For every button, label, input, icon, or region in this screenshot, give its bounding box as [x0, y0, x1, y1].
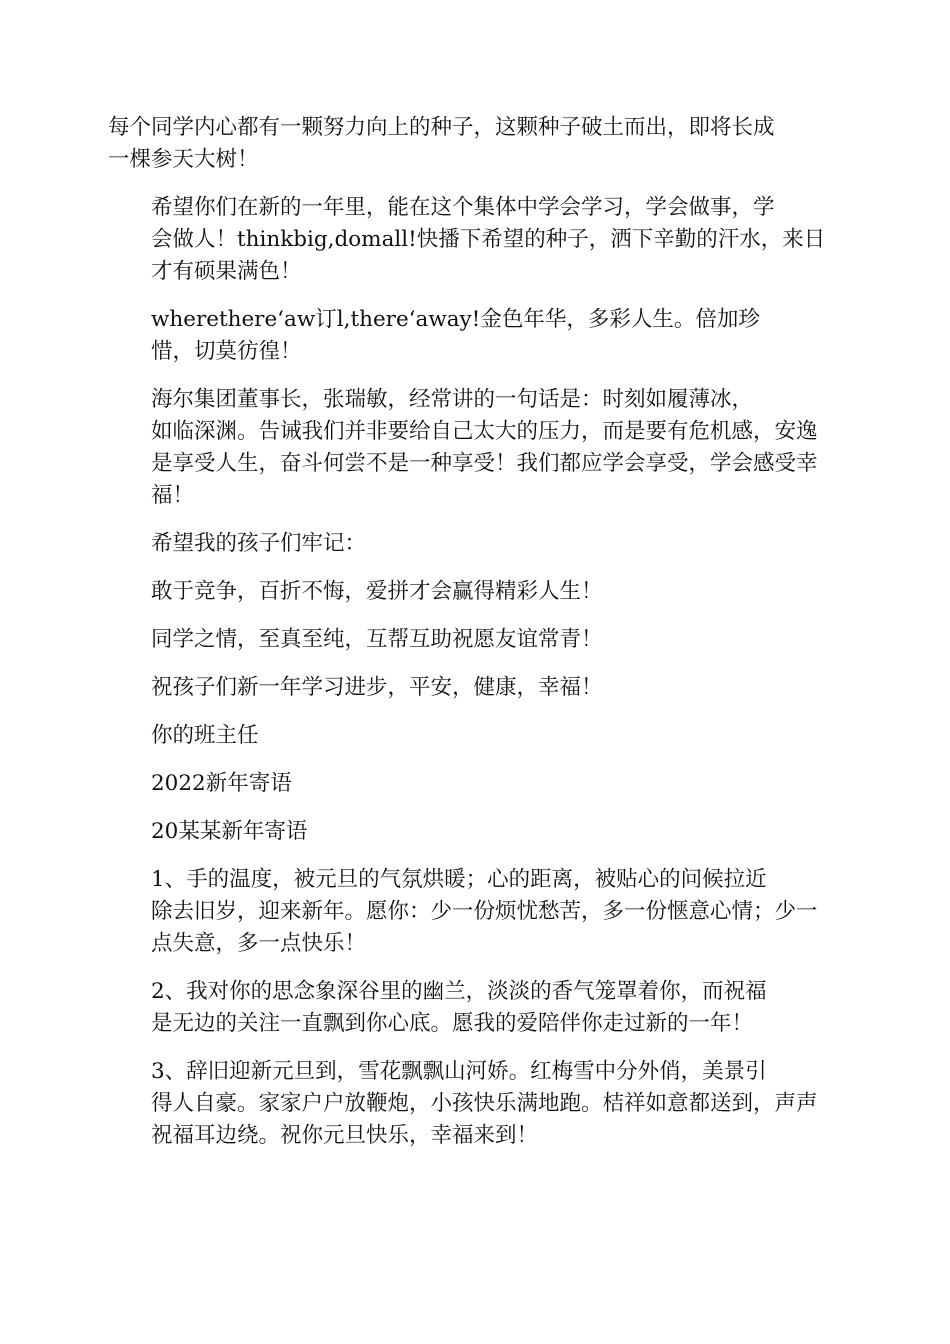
paragraph — [108, 112, 844, 176]
paragraph-line: 是享受人生，奋斗何尝不是一种享受！我们都应学会享受，学会感受幸 — [151, 451, 818, 476]
paragraph-line: 3、辞旧迎新元旦到，雪花飘飘山河娇。红梅雪中分外俏，美景引 — [151, 1059, 767, 1084]
paragraph-line: 希望我的孩子们牢记： — [151, 531, 367, 556]
paragraph — [108, 720, 844, 752]
paragraph-line: 除去旧岁，迎来新年。愿你：少一份烦忧愁苦，多一份惬意心情；少一 — [151, 899, 818, 924]
paragraph — [108, 816, 844, 848]
paragraph-line: 你的班主任 — [151, 723, 259, 748]
paragraph-line: 福！ — [151, 483, 195, 508]
paragraph-line: 祝孩子们新一年学习进步，平安，健康，幸福！ — [151, 675, 603, 700]
paragraph-line: 会做人！thinkbig,domall!快播下希望的种子，洒下辛勤的汗水，来日 — [151, 227, 826, 252]
paragraph-line: 海尔集团董事长，张瑞敏，经常讲的一句话是：时刻如履薄冰， — [151, 387, 754, 412]
paragraph-line: 2、我对你的思念象深谷里的幽兰，淡淡的香气笼罩着你，而祝福 — [151, 979, 767, 1004]
paragraph — [108, 1056, 844, 1152]
paragraph-line: 20某某新年寄语 — [151, 819, 308, 844]
paragraph-line: 才有硕果满色！ — [151, 259, 302, 284]
paragraph-line: 2022新年寄语 — [151, 771, 292, 796]
paragraph-line: 1、手的温度，被元旦的气氛烘暖；心的距离，被贴心的问候拉近 — [151, 867, 767, 892]
paragraph-line: 惜，切莫彷徨！ — [151, 339, 302, 364]
paragraph — [108, 304, 844, 368]
paragraph — [108, 864, 844, 960]
paragraph-line: 同学之情，至真至纯，互帮互助祝愿友谊常青！ — [151, 627, 603, 652]
paragraph-line: 祝福耳边绕。祝你元旦快乐，幸福来到！ — [151, 1123, 539, 1148]
paragraph-line: 如临深渊。告诫我们并非要给自己太大的压力，而是要有危机感，安逸 — [151, 419, 818, 444]
paragraph-line: 每个同学内心都有一颗努力向上的种子，这颗种子破土而出，即将长成 — [108, 115, 775, 140]
paragraph-line: wherethere‘aw订l,there‘away!金色年华，多彩人生。倍加珍 — [151, 307, 760, 332]
paragraph — [108, 624, 844, 656]
paragraph — [108, 528, 844, 560]
paragraph — [108, 976, 844, 1040]
paragraph-line: 希望你们在新的一年里，能在这个集体中学会学习，学会做事，学 — [151, 195, 775, 220]
paragraph-line: 敢于竞争，百折不悔，爱拼才会赢得精彩人生！ — [151, 579, 603, 604]
paragraph — [108, 768, 844, 800]
paragraph-line: 一棵参天大树！ — [108, 147, 259, 172]
paragraph-line: 点失意，多一点快乐！ — [151, 931, 367, 956]
document-body — [108, 112, 844, 1168]
paragraph-line: 得人自豪。家家户户放鞭炮，小孩快乐满地跑。桔祥如意都送到，声声 — [151, 1091, 818, 1116]
paragraph — [108, 192, 844, 288]
paragraph — [108, 384, 844, 512]
paragraph — [108, 576, 844, 608]
paragraph-line: 是无边的关注一直飘到你心底。愿我的爱陪伴你走过新的一年！ — [151, 1011, 754, 1036]
paragraph — [108, 672, 844, 704]
